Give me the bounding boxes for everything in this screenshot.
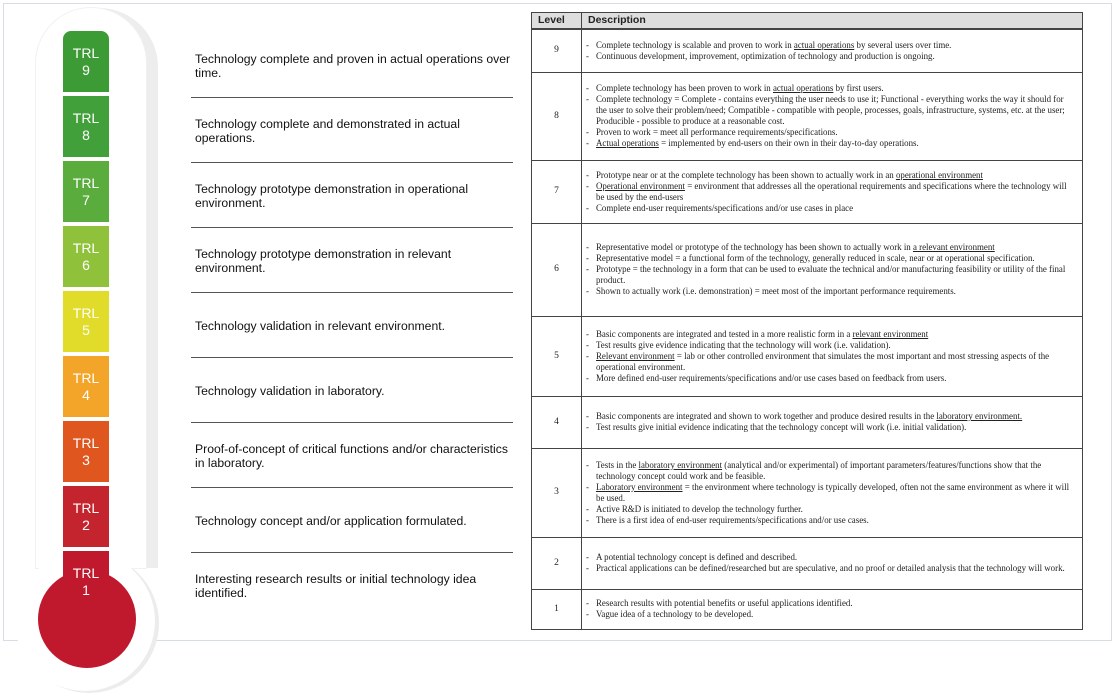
defined-term: laboratory environment: [638, 459, 723, 470]
description-column-header: Description: [582, 13, 1083, 30]
description-bullet: [586, 460, 1076, 482]
trl-level-number: 3: [82, 451, 90, 468]
description-text: Test results give evidence indicating that the technology will work (i.e. validation).: [596, 339, 891, 350]
trl-level-1-block: [63, 551, 109, 612]
description-text: by several users over time.: [854, 39, 952, 50]
description-bullet: [586, 51, 1076, 62]
table-row: [532, 396, 1083, 448]
description-text: Representative model = a functional form of the technology, generally reduced in scale, near or at operational specification.: [596, 253, 1035, 263]
level-cell: 5: [532, 316, 582, 396]
level-cell: 3: [532, 448, 582, 537]
description-text: Vague idea of a technology to be developed.: [596, 609, 754, 619]
description-bullet: [586, 170, 1076, 181]
description-bullet: [586, 127, 1076, 138]
description-bullet: [586, 598, 1076, 609]
trl5-description: Technology validation in relevant environment.: [195, 319, 445, 333]
description-bullet: [586, 181, 1076, 203]
trl-level-number: 6: [82, 256, 90, 273]
separator: [191, 292, 513, 293]
description-bullet: [586, 504, 1076, 515]
defined-term: operational environment: [895, 169, 983, 180]
description-text: Proven to work = meet all performance requirements/specifications.: [596, 127, 838, 137]
level-cell: 9: [532, 29, 582, 72]
trl-level-number: 4: [82, 386, 90, 403]
table-body: [532, 29, 1083, 629]
level-cell: 7: [532, 160, 582, 223]
description-text: Basic components are integrated and tested in a more realistic form in a: [596, 328, 853, 339]
description-text: Test results give initial evidence indicating that the technology concept will work (i.e. initial validation).: [596, 422, 967, 432]
table-row: [532, 448, 1083, 537]
trl-level-number: 7: [82, 191, 90, 208]
description-text: A potential technology concept is defined and described.: [596, 552, 798, 562]
defined-term: a relevant environment: [912, 242, 995, 252]
trl4-description: Technology validation in laboratory.: [195, 384, 385, 398]
description-bullet: [586, 411, 1076, 422]
separator: [191, 357, 513, 358]
table-header-row: [532, 13, 1083, 30]
description-text: by first users.: [833, 83, 884, 93]
description-bullet: [586, 253, 1076, 264]
trl8-description: Technology complete and demonstrated in actual operations.: [195, 117, 460, 145]
separator: [191, 422, 513, 423]
description-cell: [582, 29, 1083, 72]
trl3-description: Proof-of-concept of critical functions and/or characteristics in laboratory.: [195, 442, 508, 470]
description-cell: [582, 160, 1083, 223]
trl9-description: Technology complete and proven in actual operations over time.: [195, 52, 511, 80]
level-column-header: Level: [532, 13, 582, 30]
trl-level-8-block: [63, 96, 109, 157]
level-cell: 1: [532, 589, 582, 629]
description-bullet: [586, 422, 1076, 433]
trl-level-number: 5: [82, 321, 90, 338]
description-text: Research results with potential benefits or useful applications identified.: [596, 598, 853, 608]
defined-term: relevant environment: [852, 328, 929, 339]
trl-level-label: TRL: [72, 304, 100, 321]
level-cell: 6: [532, 223, 582, 316]
description-bullet: [586, 351, 1076, 373]
description-bullet: [586, 563, 1076, 574]
description-text: = lab or other controlled environment that simulates the most important and most stressing aspects of the operational environment.: [596, 350, 1050, 372]
trl-level-3-block: [63, 421, 109, 482]
trl-level-label: TRL: [72, 564, 100, 581]
description-text: (analytical and/or experimental) of important parameters/features/functions show that the technology concept could work and be feasible.: [596, 459, 1042, 481]
trl-level-7-block: [63, 161, 109, 222]
description-text: Tests in the: [596, 459, 639, 470]
table-row: [532, 589, 1083, 629]
trl-level-label: TRL: [72, 434, 100, 451]
trl-definition-table: [531, 12, 1083, 630]
level-cell: 8: [532, 72, 582, 160]
description-bullet: [586, 329, 1076, 340]
description-text: Practical applications can be defined/researched but are speculative, and no proof or detailed analysis that the technology will work.: [596, 563, 1065, 573]
trl7-description: Technology prototype demonstration in operational environment.: [195, 182, 469, 210]
table-row: [532, 316, 1083, 396]
trl-level-number: 9: [82, 61, 90, 78]
description-text: = implemented by end-users on their own in their day-to-day operations.: [658, 138, 919, 148]
defined-term: actual operations: [793, 39, 855, 50]
defined-term: laboratory environment.: [936, 411, 1023, 421]
description-cell: [582, 537, 1083, 589]
description-text: There is a first idea of end-user requirements/specifications and/or use cases.: [596, 514, 869, 525]
level-cell: 2: [532, 537, 582, 589]
description-bullet: [586, 286, 1076, 297]
trl-level-label: TRL: [72, 499, 100, 516]
trl-level-label: TRL: [72, 369, 100, 386]
description-bullet: [586, 203, 1076, 214]
description-text: Active R&D is initiated to develop the technology further.: [596, 503, 803, 514]
defined-term: Operational environment: [596, 180, 685, 191]
description-bullet: [586, 242, 1076, 253]
trl-level-5-block: [63, 291, 109, 352]
description-cell: [582, 316, 1083, 396]
description-bullet: [586, 94, 1076, 127]
separator: [191, 162, 513, 163]
separator: [191, 552, 513, 553]
trl-level-label: TRL: [72, 239, 100, 256]
trl-level-9-block: [63, 31, 109, 92]
table-row: [532, 72, 1083, 160]
description-bullet: [586, 552, 1076, 563]
defined-term: Laboratory environment: [596, 481, 683, 492]
description-text: Complete technology = Complete - contains everything the user needs to use it; Functional - everything works the way it should for the user to solve their problem/need; Compatible - compatible with people, processes, goals, infrastructure, systems, etc. at the user; Producible - possible to produce at a reasonable cost.: [596, 94, 1065, 126]
description-text: Complete end-user requirements/specifications and/or use cases in place: [596, 202, 854, 213]
description-bullet: [586, 515, 1076, 526]
trl2-description: Technology concept and/or application formulated.: [195, 514, 467, 528]
description-cell: [582, 589, 1083, 629]
description-text: Representative model or prototype of the technology has been shown to actually work in: [596, 242, 913, 252]
description-text: Basic components are integrated and shown to work together and produce desired results in the: [596, 411, 937, 421]
table-row: [532, 160, 1083, 223]
description-text: Prototype = the technology in a form that can be used to evaluate the technical and/or manufacturing feasibility or utility of the final product.: [596, 264, 1066, 285]
table-row: [532, 223, 1083, 316]
trl-level-number: 8: [82, 126, 90, 143]
trl-level-label: TRL: [72, 44, 100, 61]
trl-level-4-block: [63, 356, 109, 417]
trl-level-6-block: [63, 226, 109, 287]
description-text: Continuous development, improvement, optimization of technology and production is ongoing.: [596, 50, 935, 61]
defined-term: Actual operations: [596, 138, 659, 148]
description-bullet: [586, 83, 1076, 94]
description-cell: [582, 72, 1083, 160]
trl1-description: Interesting research results or initial technology idea identified.: [195, 572, 477, 600]
separator: [191, 487, 513, 488]
trl-level-label: TRL: [72, 109, 100, 126]
trl6-description: Technology prototype demonstration in relevant environment.: [195, 247, 452, 275]
description-bullet: [586, 264, 1076, 286]
defined-term: Relevant environment: [596, 350, 675, 361]
separator: [191, 227, 513, 228]
description-text: Complete technology is scalable and proven to work in: [596, 39, 794, 50]
description-bullet: [586, 40, 1076, 51]
defined-term: actual operations: [772, 83, 834, 93]
description-bullet: [586, 609, 1076, 620]
trl-level-number: 1: [82, 581, 90, 598]
description-cell: [582, 223, 1083, 316]
description-text: Prototype near or at the complete technology has been shown to actually work in an: [596, 169, 896, 180]
description-text: Shown to actually work (i.e. demonstration) = meet most of the important performance requirements.: [596, 286, 956, 296]
description-text: More defined end-user requirements/specifications and/or use cases based on feedback from users.: [596, 372, 947, 383]
description-bullet: [586, 373, 1076, 384]
description-cell: [582, 396, 1083, 448]
description-bullet: [586, 138, 1076, 149]
trl-level-label: TRL: [72, 174, 100, 191]
table-row: [532, 29, 1083, 72]
description-text: Complete technology has been proven to work in: [596, 83, 773, 93]
description-bullet: [586, 482, 1076, 504]
trl-level-number: 2: [82, 516, 90, 533]
separator: [191, 97, 513, 98]
table-row: [532, 537, 1083, 589]
trl-level-2-block: [63, 486, 109, 547]
description-bullet: [586, 340, 1076, 351]
description-text: = environment that addresses all the operational requirements and specifications where the technology will be used by the end-users: [596, 180, 1067, 202]
description-text: = the environment where technology is typically developed, often not the same environment as where it will be used.: [596, 481, 1070, 503]
level-cell: 4: [532, 396, 582, 448]
description-cell: [582, 448, 1083, 537]
thermometer-tube: [36, 8, 146, 568]
